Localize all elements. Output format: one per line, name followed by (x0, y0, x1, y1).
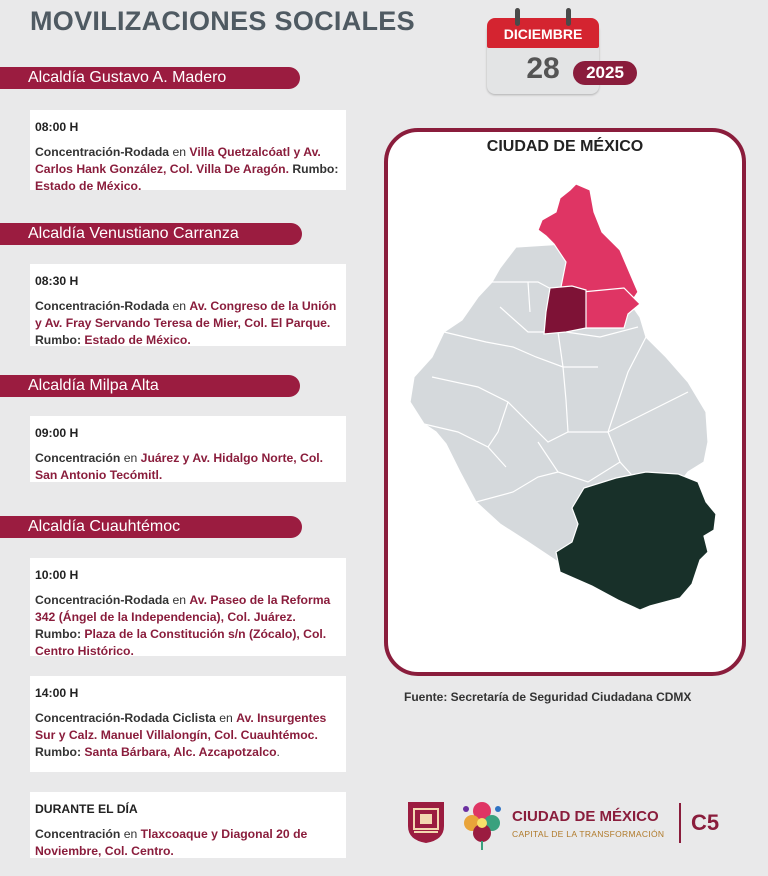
year-badge: 2025 (573, 61, 637, 85)
transformation-flower-logo (458, 793, 506, 851)
event-time: 09:00 H (35, 426, 79, 440)
event-card (30, 264, 346, 346)
event-card (30, 558, 346, 656)
event-description: Concentración en Tlaxcoaque y Diagonal 20 de Noviembre, Col. Centro. (35, 827, 308, 858)
event-description: Concentración-Rodada en Av. Paseo de la Reforma 342 (Ángel de la Independencia), Col. Juárez. Rumbo: Plaza de la Constitución s/n (Zócalo), Col. Centro Histórico. (35, 593, 331, 658)
c5-logo: C5 (691, 810, 720, 835)
calendar-day: 28 (526, 52, 560, 85)
cdmx-map (388, 132, 742, 672)
section-header-gustavo-a-madero: Alcaldía Gustavo A. Madero (0, 67, 300, 89)
event-card (30, 792, 346, 858)
event-time: 08:30 H (35, 274, 79, 288)
calendar-month: DICIEMBRE (487, 18, 599, 48)
footer-divider (679, 803, 681, 843)
footer-tagline: CAPITAL DE LA TRANSFORMACIÓN (512, 829, 665, 839)
section-header-milpa-alta: Alcaldía Milpa Alta (0, 375, 300, 397)
event-description: Concentración-Rodada en Villa Quetzalcóatl y Av. Carlos Hank González, Col. Villa De Aragón. Rumbo: Estado de México. (35, 145, 339, 193)
event-time: 14:00 H (35, 686, 79, 700)
section-header-cuauhtemoc: Alcaldía Cuauhtémoc (0, 516, 302, 538)
map-region-cuauhtemoc (544, 286, 586, 334)
cdmx-shield-logo (406, 800, 446, 844)
event-card (30, 110, 346, 193)
map-title: CIUDAD DE MÉXICO (486, 138, 644, 155)
event-time: 08:00 H (35, 120, 79, 134)
event-description: Concentración en Juárez y Av. Hidalgo Norte, Col. San Antonio Tecómitl. (35, 451, 324, 482)
event-card (30, 676, 346, 772)
map-frame (384, 128, 746, 676)
section-header-venustiano-carranza: Alcaldía Venustiano Carranza (0, 223, 302, 245)
event-description: Concentración-Rodada Ciclista en Av. Insurgentes Sur y Calz. Manuel Villalongín, Col. Cuauhtémoc. Rumbo: Santa Bárbara, Alc. Azcapotzalco. (35, 711, 327, 759)
footer-brand: CIUDAD DE MÉXICO (512, 808, 659, 825)
map-source: Fuente: Secretaría de Seguridad Ciudadana CDMX (404, 690, 692, 704)
event-description: Concentración-Rodada en Av. Congreso de la Unión y Av. Fray Servando Teresa de Mier, Col. El Parque. Rumbo: Estado de México. (35, 299, 337, 347)
event-time: DURANTE EL DÍA (35, 802, 138, 816)
event-card (30, 416, 346, 482)
event-time: 10:00 H (35, 568, 79, 582)
page-title: MOVILIZACIONES SOCIALES (30, 6, 415, 36)
